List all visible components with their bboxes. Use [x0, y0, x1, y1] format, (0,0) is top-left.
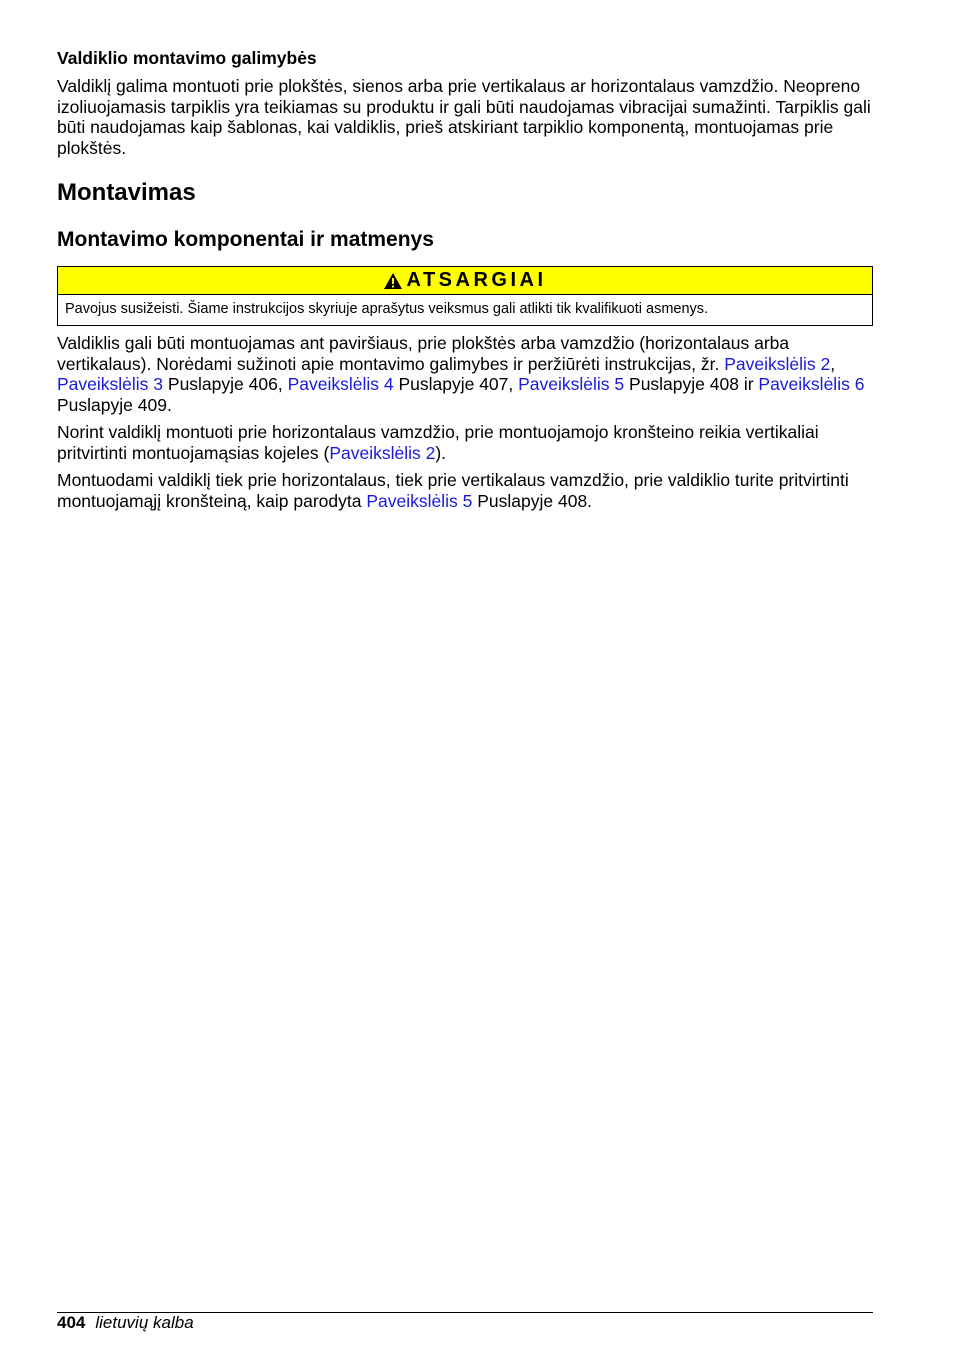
section-paragraph: Valdiklį galima montuoti prie plokštės, sienos arba prie vertikalaus ar horizontalaus vamzdžio. Neopreno izoliuojamasis tarpiklis yra teikiamas su produktu ir gali būti naudojamas vibracijai sumažinti. Tarpiklis gali būti naudojamas kaip šablonas, kai valdiklis, prieš atskiriant tarpiklio komponentą, montuojamas prie plokštės. [57, 76, 871, 158]
figure-link[interactable]: Paveikslėlis 5 [366, 490, 473, 511]
text-run: Valdiklis gali būti montuojamas ant paviršiaus, prie plokštės arba vamzdžio (horizontalaus arba vertikalaus). Norėdami sužinoti apie montavimo galimybes ir peržiūrėti instrukcijas, žr. [57, 333, 790, 374]
text-run: Puslapyje 409. [57, 394, 172, 415]
text-run: , [830, 353, 836, 374]
main-heading: Montavimas [57, 179, 196, 206]
figure-link[interactable]: Paveikslėlis 2 [329, 442, 436, 463]
paragraph-bracket [57, 470, 873, 511]
footer-language: lietuvių kalba [95, 1313, 194, 1332]
figure-link[interactable]: Paveikslėlis 3 [57, 374, 164, 394]
text-run: Puslapyje 408 ir [624, 374, 759, 394]
figure-link[interactable]: Paveikslėlis 4 [287, 374, 394, 394]
text-run: Puslapyje 408. [472, 490, 593, 511]
paragraph-mounting-options [57, 333, 873, 415]
text-run: ). [435, 442, 447, 463]
figure-link[interactable]: Paveikslėlis 5 [518, 374, 625, 394]
paragraph-horizontal-pipe [57, 422, 873, 463]
figure-link[interactable]: Paveikslėlis 6 [758, 374, 865, 394]
text-run: Norint valdiklį montuoti prie horizontalaus vamzdžio, prie montuojamojo kronšteino reikia vertikaliai pritvirtinti montuojamąsias kojeles ( [57, 422, 819, 463]
figure-link[interactable]: Paveikslėlis 2 [724, 353, 831, 374]
caution-header [58, 267, 872, 295]
sub-heading: Montavimo komponentai ir matmenys [57, 228, 434, 251]
text-run: Puslapyje 407, [393, 374, 519, 394]
page-footer [57, 1313, 194, 1333]
section-heading: Valdiklio montavimo galimybės [57, 48, 317, 68]
text-run: Puslapyje 406, [163, 374, 288, 394]
caution-label: ATSARGIAI [406, 269, 547, 291]
text-run: Montuodami valdiklį tiek prie horizontalaus, tiek prie vertikalaus vamzdžio, prie valdiklio turite pritvirtinti montuojamąjį kronšteiną, kaip parodyta [57, 470, 849, 511]
page-number: 404 [57, 1313, 86, 1332]
warning-triangle-icon [383, 272, 403, 290]
caution-box [57, 266, 873, 326]
caution-text: Pavojus susižeisti. Šiame instrukcijos skyriuje aprašytus veiksmus gali atlikti tik kvalifikuoti asmenys. [65, 301, 709, 317]
